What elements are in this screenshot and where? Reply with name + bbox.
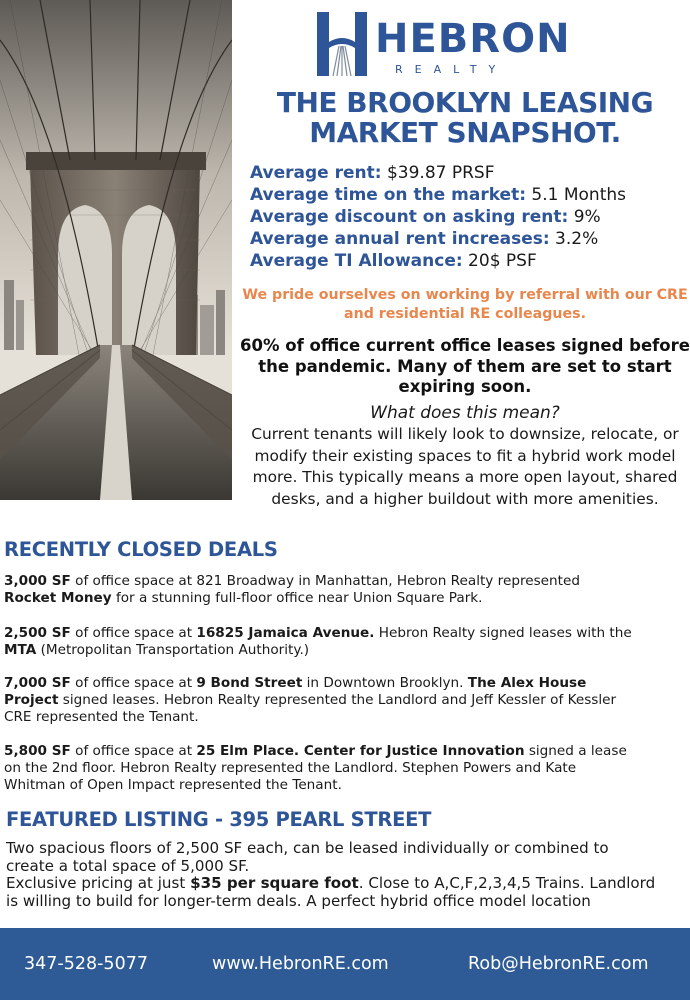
deals-section-title: RECENTLY CLOSED DEALS xyxy=(4,538,278,561)
stat-value: 20$ PSF xyxy=(462,251,537,271)
stat-rent-increases xyxy=(250,228,690,250)
contact-footer xyxy=(0,928,690,1000)
logo-wordmark: HEBRON xyxy=(375,16,571,62)
website-link[interactable]: www.HebronRE.com xyxy=(212,954,389,974)
featured-listing-description: Two spacious floors of 2,500 SF each, can be leased individually or combined to create a total space of 5,000 SF. Exclusive pricing at just $35 per square foot. Close to A,C,F,2,3,4,5 Trains. Landlord is willing to build for longer-term deals. A perfect hybrid office model location xyxy=(6,839,656,910)
stat-ti-allowance xyxy=(250,250,690,272)
market-stats xyxy=(250,162,690,272)
stat-value: $39.87 PRSF xyxy=(381,163,495,183)
hebron-realty-logo xyxy=(315,12,575,80)
page-title-line-1: THE BROOKLYN LEASING xyxy=(276,86,654,119)
email-link[interactable]: Rob@HebronRE.com xyxy=(468,954,649,974)
stat-label: Average TI Allowance: xyxy=(250,251,463,271)
deal-item: 3,000 SF of office space at 821 Broadway in Manhattan, Hebron Realty represented Rocket Money for a stunning full-floor office near Union Square Park. xyxy=(4,573,580,606)
page-title-line-2: MARKET SNAPSHOT. xyxy=(309,116,621,149)
hebron-h-bridge-icon xyxy=(315,12,369,76)
deal-item: 2,500 SF of office space at 16825 Jamaica Avenue. Hebron Realty signed leases with the MTA (Metropolitan Transportation Authority.) xyxy=(4,625,632,658)
stat-average-rent xyxy=(250,162,690,184)
stat-label: Average rent: xyxy=(250,163,382,183)
stat-discount xyxy=(250,206,690,228)
phone-number[interactable]: 347-528-5077 xyxy=(24,954,148,974)
lease-question: What does this mean? xyxy=(370,403,560,423)
lease-headline: 60% of office current office leases signed before the pandemic. Many of them are set to start expiring soon. xyxy=(240,336,690,396)
logo-subtitle: REALTY xyxy=(395,63,508,76)
stat-label: Average annual rent increases: xyxy=(250,229,550,249)
brooklyn-bridge-photo xyxy=(0,0,232,500)
stat-time-on-market xyxy=(250,184,690,206)
stat-value: 5.1 Months xyxy=(526,185,626,205)
stat-label: Average time on the market: xyxy=(250,185,527,205)
stat-value: 3.2% xyxy=(549,229,599,249)
stat-label: Average discount on asking rent: xyxy=(250,207,569,227)
page-title xyxy=(240,88,690,148)
featured-listing-title: FEATURED LISTING - 395 PEARL STREET xyxy=(6,808,432,831)
deal-item: 7,000 SF of office space at 9 Bond Street in Downtown Brooklyn. The Alex House Project signed leases. Hebron Realty represented the Landlord and Jeff Kessler of Kessler CRE represented the Tenant. xyxy=(4,675,617,725)
lease-explanation: Current tenants will likely look to downsize, relocate, or modify their existing spaces to fit a hybrid work model more. This typically means a more open layout, shared desks, and a higher buildout with more amenities. xyxy=(251,425,679,508)
stat-value: 9% xyxy=(568,207,601,227)
referral-note: We pride ourselves on working by referral with our CRE and residential RE colleagues. xyxy=(242,287,688,322)
deal-item: 5,800 SF of office space at 25 Elm Place. Center for Justice Innovation signed a lease on the 2nd floor. Hebron Realty represented the Landlord. Stephen Powers and Kate Whitman of Open Impact represented the Tenant. xyxy=(4,743,627,793)
